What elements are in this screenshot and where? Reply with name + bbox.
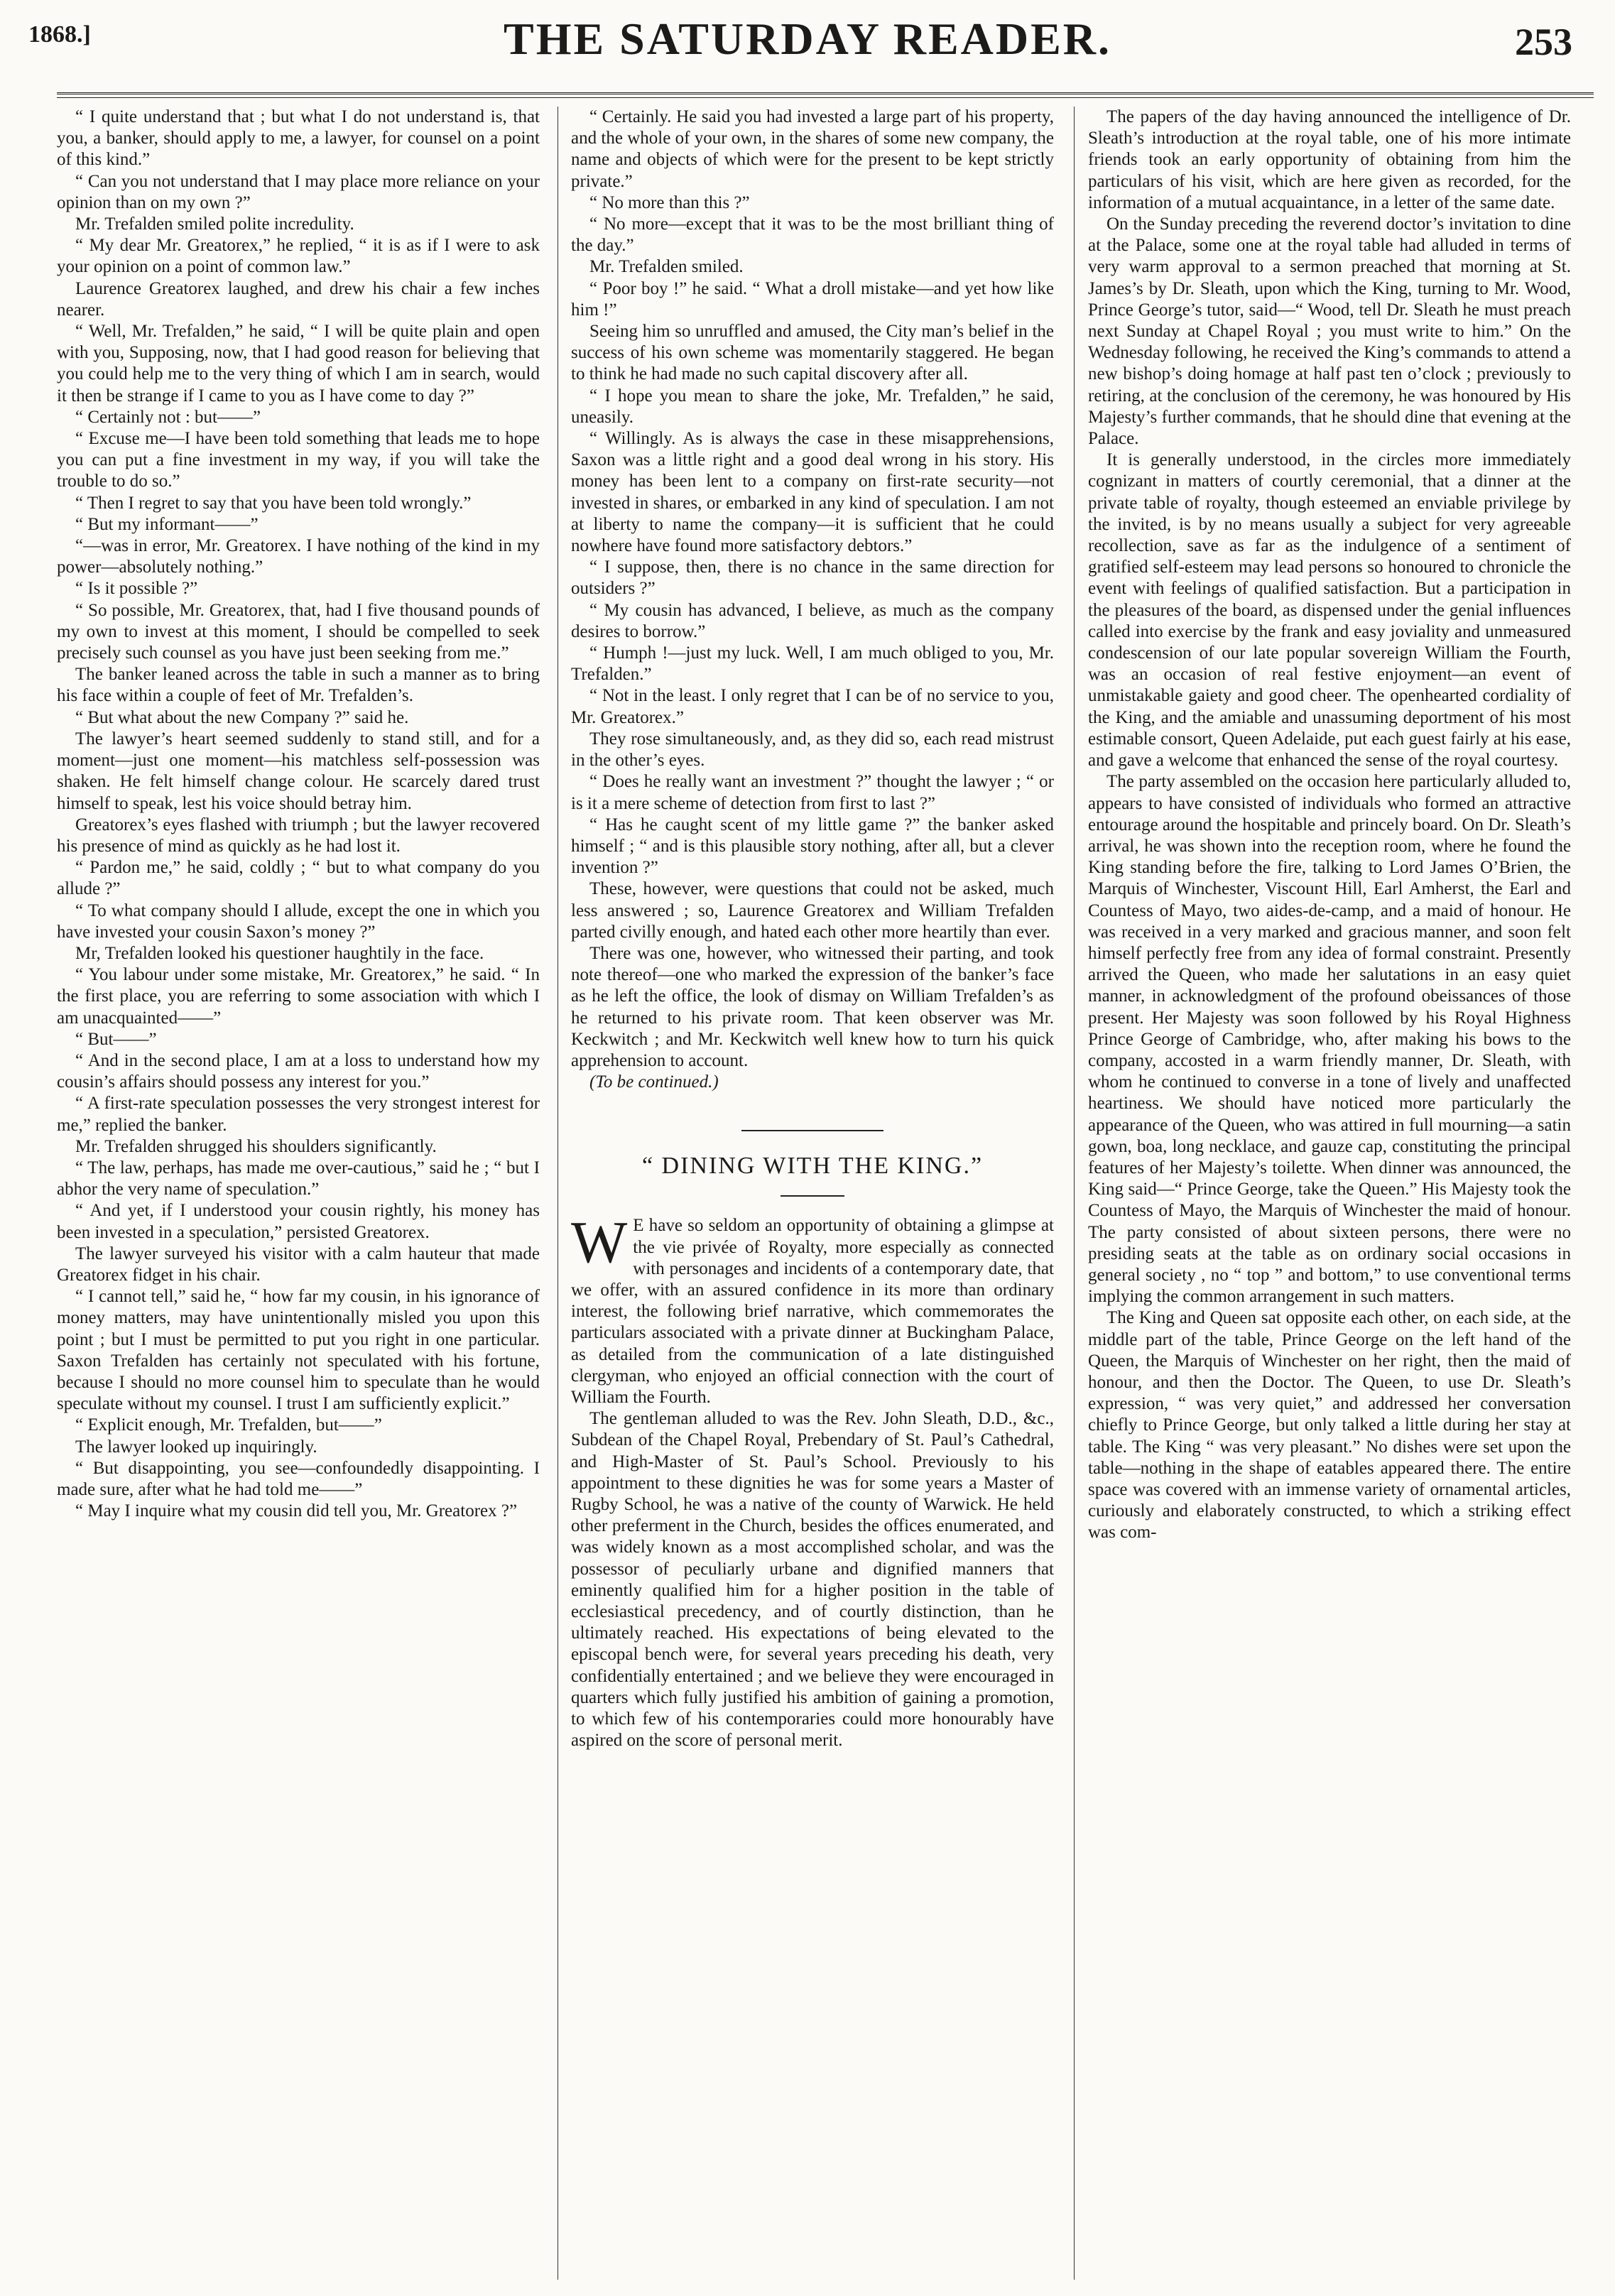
paragraph: These, however, were questions that could not be asked, much less answered ; so, Laurence Greatorex and William Trefalden parted civilly enough, and hated each other more heartily than ever.: [571, 879, 1054, 942]
paragraph: “ Certainly. He said you had invested a large part of his property, and the whole of your own, in the shares of some new company, the name and objects of which were for the present to be kept strictly private.”: [571, 107, 1054, 191]
paragraph: “—was in error, Mr. Greatorex. I have nothing of the kind in my power—absolutely nothing.”: [57, 536, 540, 577]
paragraph: “ A first-rate speculation possesses the very strongest interest for me,” replied the banker.: [57, 1094, 540, 1135]
paragraph: Greatorex’s eyes flashed with triumph ; but the lawyer recovered his presence of mind as quickly as he had lost it.: [57, 815, 540, 856]
paragraph: On the Sunday preceding the reverend doctor’s invitation to dine at the Palace, some one at the royal table had alluded in terms of very warm approval to a sermon preached that morning at St. James’s by Dr. Sleath, upon which the King, turning to Mr. Wood, Prince George’s tutor, said—“ Wood, tell Dr. Sleath he must preach next Sunday at Chapel Royal ; you must write to him.” On the Wednesday following, he received the King’s commands to attend a new bishop’s doing homage at half past ten o’clock ; previously to retiring, at the conclusion of the ceremony, he was honoured by His Majesty’s further commands, that he should dine that evening at the Palace.: [1088, 214, 1571, 449]
paragraph: “ No more—except that it was to be the most brilliant thing of the day.”: [571, 214, 1054, 256]
paragraph: Mr. Trefalden smiled polite incredulity.: [75, 214, 354, 234]
paragraph: “ Certainly not : but——”: [75, 407, 261, 427]
paragraph: The papers of the day having announced the intelligence of Dr. Sleath’s introduction at the royal table, one of his more intimate friends took an early opportunity of obtaining from him the particulars of his visit, which are here given as recorded, for the information of a mutual acquaintance, in a letter of the same date.: [1088, 107, 1571, 212]
paragraph: The King and Queen sat opposite each other, on each side, at the middle part of the table, Prince George on the left hand of the Queen, the Marquis of Winchester on her right, then the maid of honour, and then the Doctor. The Queen, to use Dr. Sleath’s expression, “ was very quiet,” and addressed her conversation chiefly to Prince George, but only talked a little during her stay at table. The King “ was very pleasant.” No dishes were set upon the table—nothing in the shape of eatables appeared there. The entire space was covered with an immense variety of ornamental articles, curiously and elaborately constructed, to which a striking effect was com-: [1088, 1308, 1571, 1543]
paragraph: Mr. Trefalden smiled.: [589, 257, 744, 277]
paragraph: The lawyer surveyed his visitor with a calm hauteur that made Greatorex fidget in his chair.: [57, 1244, 540, 1285]
paragraph: “ I hope you mean to share the joke, Mr. Trefalden,” he said, uneasily.: [571, 386, 1054, 427]
paragraph: “ Not in the least. I only regret that I can be of no service to you, Mr. Greatorex.”: [571, 686, 1054, 727]
paragraph: “ But——”: [75, 1029, 157, 1049]
column-divider: [1074, 107, 1075, 2280]
paragraph: Mr, Trefalden looked his questioner haughtily in the face.: [75, 943, 484, 963]
page-number: 253: [1515, 21, 1572, 63]
header-rule: [57, 92, 1594, 98]
story-continuation: [571, 107, 1054, 1072]
paragraph: “ My dear Mr. Greatorex,” he replied, “ it is as if I were to ask your opinion on a point of common law.”: [57, 236, 540, 277]
paragraph: [571, 1209, 1054, 1408]
paragraph: “ I quite understand that ; but what I do not understand is, that you, a banker, should apply to me, a lawyer, for counsel on a point of this kind.”: [57, 107, 540, 170]
column-1: [57, 107, 540, 2287]
paragraph: “ Humph !—just my luck. Well, I am much obliged to you, Mr. Trefalden.”: [571, 643, 1054, 685]
paragraph: “ But what about the new Company ?” said he.: [75, 707, 409, 727]
paragraph: Laurence Greatorex laughed, and drew his chair a few inches nearer.: [57, 278, 540, 320]
header-year: 1868.]: [28, 21, 91, 48]
paragraph: “ Then I regret to say that you have been told wrongly.”: [75, 493, 472, 513]
paragraph: Mr. Trefalden shrugged his shoulders significantly.: [75, 1136, 437, 1156]
page-header: [0, 0, 1615, 107]
paragraph: “ But my informant——”: [75, 514, 259, 534]
paragraph: The gentleman alluded to was the Rev. John Sleath, D.D., &c., Subdean of the Chapel Royal, Prebendary of St. Paul’s Cathedral, and High-Master of St. Paul’s School. Previously to his appointment to these dignities he was for some years a Master of Rugby School, he was a native of the county of Warwick. He held other preferment in the Church, besides the offices enumerated, and was widely known as a most accomplished scholar, and was the possessor of peculiarly urbane and dignified manners that eminently qualified him for a higher position in the table of ecclesiastical precedency, and of courtly distinction, than he ultimately reached. His expectations of being elevated to the episcopal bench were, for several years preceding his death, very confidentially entertained ; and we believe they were encouraged in quarters which fully justified his ambition of gaining a promotion, to which few of his contemporaries could more honourably have aspired on the score of personal merit.: [571, 1409, 1054, 1751]
title-rule: [781, 1195, 844, 1197]
paragraph: “ Willingly. As is always the case in these misapprehensions, Saxon was a little right and a good deal wrong in his story. His money has been lent to a company on first-rate security—not invested in shares, or embarked in any kind of speculation. I am not at liberty to name the company—it is sufficient that he could nowhere have found more satisfactory debtors.”: [571, 429, 1054, 556]
article-body: [571, 1209, 1054, 1751]
drop-cap: W: [571, 1209, 628, 1276]
paragraph: “ Has he caught scent of my little game ?” the banker asked himself ; “ and is this plausible story nothing, after all, but a clever invention ?”: [571, 815, 1054, 878]
paragraph: “ Poor boy !” he said. “ What a droll mistake—and yet how like him !”: [571, 278, 1054, 320]
paragraph: Seeing him so unruffled and amused, the City man’s belief in the success of his own scheme was momentarily staggered. He began to think he had made no such capital discovery after all.: [571, 322, 1054, 384]
paragraph: “ The law, perhaps, has made me over-cautious,” said he ; “ but I abhor the very name of speculation.”: [57, 1158, 540, 1199]
paragraph: “ To what company should I allude, except the one in which you have invested your cousin Saxon’s money ?”: [57, 901, 540, 942]
section-rule: [741, 1130, 883, 1131]
paragraph: “ And in the second place, I am at a loss to understand how my cousin’s affairs should possess any interest for you.”: [57, 1050, 540, 1092]
paragraph: “ Well, Mr. Trefalden,” he said, “ I will be quite plain and open with you, Supposing, now, that I had good reason for believing that you could help me to the very thing of which I am in search, would it then be strange if I came to you as I have come to day ?”: [57, 322, 540, 406]
paragraph: They rose simultaneously, and, as they did so, each read mistrust in the other’s eyes.: [571, 729, 1054, 771]
article-title: “ DINING WITH THE KING.”: [641, 1153, 984, 1180]
column-2: [571, 107, 1054, 2287]
paragraph: “ Excuse me—I have been told something that leads me to hope you can put a fine investment in my way, if you will take the trouble to do so.”: [57, 429, 540, 491]
columns: [57, 107, 1605, 2287]
paragraph: “ Can you not understand that I may place more reliance on your opinion than on my own ?”: [57, 171, 540, 212]
paragraph: The party assembled on the occasion here particularly alluded to, appears to have consisted of individuals who formed an attractive entourage around the hospitable and princely board. On Dr. Sleath’s arrival, he was shown into the reception room, where he found the King standing before the fire, talking to Lord James O’Brien, the Marquis of Winchester, Viscount Hill, Earl Amherst, the Earl and Countess of Mayo, two aides-de-camp, and a maid of honour. He was received in a very marked and gracious manner, and soon felt himself perfectly free from any idea of formal constraint. Presently arrived the Queen, who made her salutations in an easy quiet manner, in acknowledgment of the profound obeissances of those present. Her Majesty was soon followed by his Royal Highness Prince George of Cambridge, who, after making his bows to the company, accosted in a warm friendly manner, Dr. Sleath, with whom he continued to converse in a tone of lively and unaffected heartiness. We should have noticed more particularly the appearance of the Queen, who was attired in full mourning—a satin gown, boa, long necklace, and gauze cap, constituting the principal features of her Majesty’s toilette. When dinner was announced, the King said—“ Prince George, take the Queen.” His Majesty took the Countess of Mayo, the Marquis of Winchester the maid of honour. The party consisted of about sixteen persons, there were no presiding seats at the table as on ordinary social occasions in general society , no “ top ” and bottom,” to use conventional terms implying the common arrangement in such matters.: [1088, 772, 1571, 1307]
paragraph: “ So possible, Mr. Greatorex, that, had I five thousand pounds of my own to invest at this moment, I should be compelled to seek precisely such counsel as you have just been seeking from me.”: [57, 600, 540, 663]
paragraph: There was one, however, who witnessed their parting, and took note thereof—one who marked the expression of the banker’s face as he left the office, the look of dismay on William Trefalden’s as he returned to his private room. That keen observer was Mr. Keckwitch ; and Mr. Keckwitch well knew how to turn his quick apprehension to account.: [571, 943, 1054, 1070]
paragraph: The lawyer looked up inquiringly.: [75, 1437, 317, 1457]
paragraph: “ No more than this ?”: [589, 192, 750, 212]
paragraph: “ But disappointing, you see—confoundedly disappointing. I made sure, after what he had told me——”: [57, 1458, 540, 1499]
paragraph: “ Is it possible ?”: [75, 579, 198, 599]
paragraph: “ Does he really want an investment ?” thought the lawyer ; “ or is it a mere scheme of detection from first to last ?”: [571, 772, 1054, 813]
paragraph: The lawyer’s heart seemed suddenly to stand still, and for a moment—just one moment—his matchless self-possession was shaken. He felt himself change colour. He scarcely dared trust himself to speak, lest his voice should betray him.: [57, 729, 540, 813]
paragraph: “ May I inquire what my cousin did tell you, Mr. Greatorex ?”: [75, 1501, 518, 1521]
paragraph: “ Explicit enough, Mr. Trefalden, but——”: [75, 1415, 382, 1435]
masthead-title: THE SATURDAY READER.: [504, 13, 1111, 64]
to-be-continued: (To be continued.): [589, 1072, 719, 1092]
paragraph: “ I cannot tell,” said he, “ how far my cousin, in his ignorance of money matters, may have unintentionally misled you upon this point ; but I must be permitted to put you right in one particular. Saxon Trefalden has certainly not speculated with his fortune, because I should no more counsel him to speculate than he would speculate without my counsel. I trust I am sufficiently explicit.”: [57, 1287, 540, 1414]
paragraph: “ And yet, if I understood your cousin rightly, his money has been invested in a speculation,” persisted Greatorex.: [57, 1201, 540, 1242]
paragraph: It is generally understood, in the circles more immediately cognizant in matters of courtly ceremonial, that a dinner at the private table of royalty, though esteemed an enviable privilege by the invited, is by no means usually a subject for very agreeable recollection, save as far as the indulgence of a sentiment of gratified self-esteem may lead persons so honoured to chronicle the event with feelings of qualified satisfaction. But a participation in the pleasures of the board, as dispensed under the genial influences called into exercise by the frank and easy joviality and unmeasured condescension of our late popular sovereign William the Fourth, was an occasion of real festive enjoyment—an event of unmistakable gaiety and good cheer. The openhearted cordiality of the King, and the amiable and unassuming deportment of his most estimable consort, Queen Adelaide, put each guest fairly at his ease, and gave a welcome that enhanced the sense of the royal courtesy.: [1088, 450, 1571, 771]
paragraph: The banker leaned across the table in such a manner as to bring his face within a couple of feet of Mr. Trefalden’s.: [57, 665, 540, 706]
paragraph: “ My cousin has advanced, I believe, as much as the company desires to borrow.”: [571, 600, 1054, 641]
column-3: [1088, 107, 1571, 2287]
paragraph: “ You labour under some mistake, Mr. Greatorex,” he said. “ In the first place, you are referring to some association with which I am unacquainted——”: [57, 965, 540, 1028]
paragraph: “ Pardon me,” he said, coldly ; “ but to what company do you allude ?”: [57, 858, 540, 899]
paragraph: “ I suppose, then, there is no chance in the same direction for outsiders ?”: [571, 557, 1054, 599]
paragraph-text: E have so seldom an opportunity of obtaining a glimpse at the vie privée of Royalty, more especially as connected with personages and incidents of a contemporary date, that we offer, with an assured confidence in its more than ordinary interest, the following brief narrative, which commemorates the particulars associated with a private dinner at Buckingham Palace, as detailed from the communication of a late distinguished clergyman, who enjoyed an official connection with the court of William the Fourth.: [571, 1216, 1054, 1407]
